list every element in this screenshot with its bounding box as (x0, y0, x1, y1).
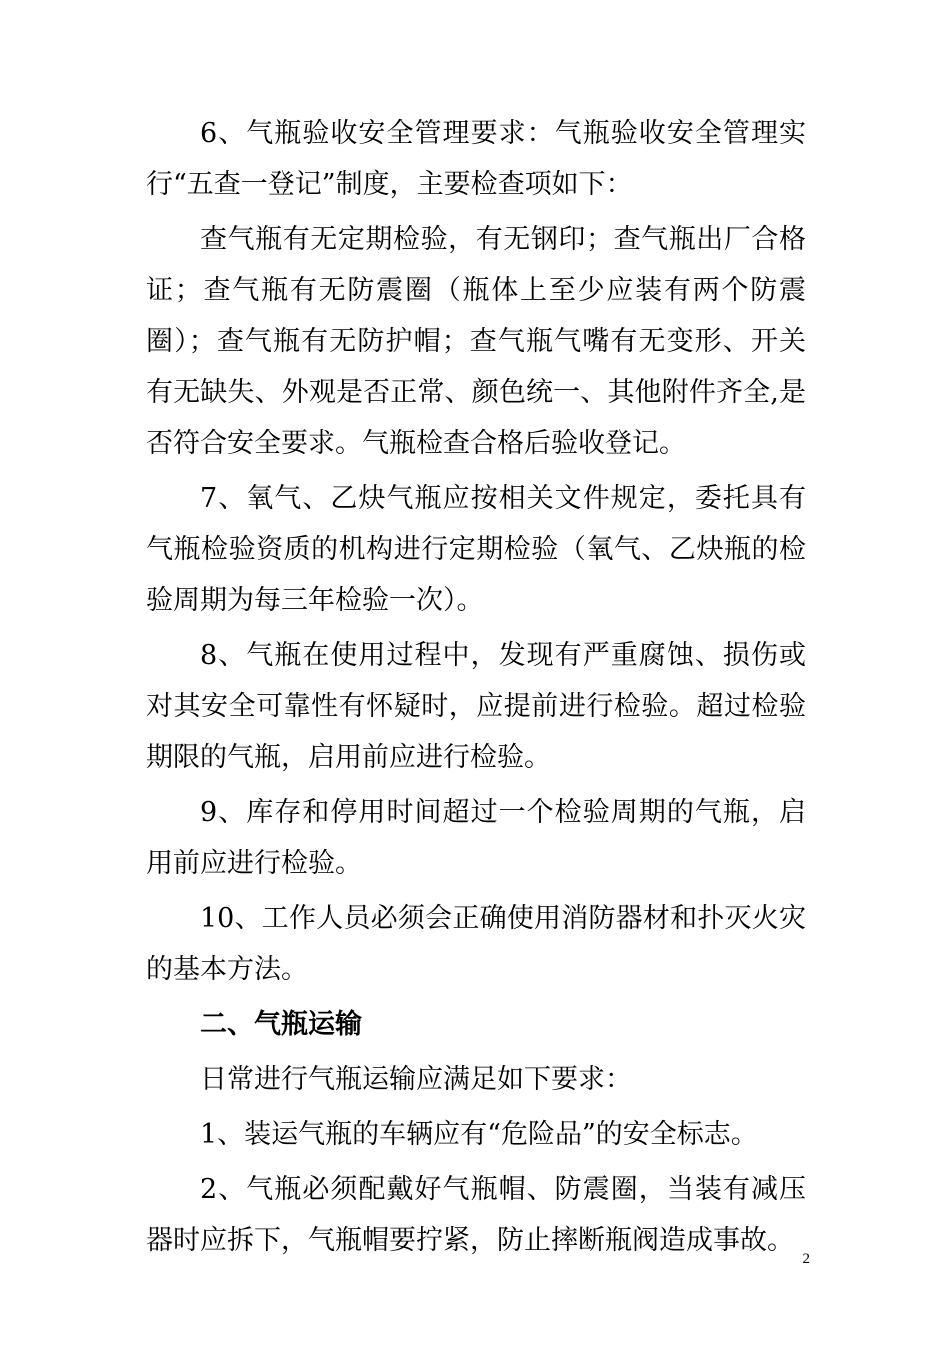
paragraph-periodic-inspection: 7、氧气、乙炔气瓶应按相关文件规定，委托具有气瓶检验资质的机构进行定期检验（氧气、乙炔瓶的检验周期为每三年检验一次）。 (146, 483, 806, 616)
paragraph-inspection-items: 查气瓶有无定期检验，有无钢印；查气瓶出厂合格证；查气瓶有无防震圈（瓶体上至少应装有两个防震圈）；查气瓶有无防护帽；查气瓶气嘴有无变形、开关有无缺失、外观是否正常、颜色统一、其他附件齐全,是否符合安全要求。气瓶检查合格后验收登记。 (146, 224, 806, 459)
paragraph-fire-equipment: 10、工作人员必须会正确使用消防器材和扑灭火灾的基本方法。 (146, 903, 806, 985)
paragraph-inspection-requirements: 6、气瓶验收安全管理要求：气瓶验收安全管理实行“五查一登记”制度，主要检查项如下： (146, 118, 806, 200)
page-number: 2 (802, 1251, 810, 1267)
paragraph-transport-intro: 日常进行气瓶运输应满足如下要求： (200, 1064, 632, 1095)
paragraph-storage-inspection: 9、库存和停用时间超过一个检验周期的气瓶，启用前应进行检验。 (146, 797, 806, 879)
paragraph-transport-caps: 2、气瓶必须配戴好气瓶帽、防震圈，当装有减压器时应拆下，气瓶帽要拧紧，防止摔断瓶阀造成事故。 (146, 1174, 806, 1256)
paragraph-transport-sign: 1、装运气瓶的车辆应有“危险品”的安全标志。 (200, 1119, 758, 1150)
section-heading-transport: 二、气瓶运输 (200, 1009, 362, 1040)
paragraph-early-inspection: 8、气瓶在使用过程中，发现有严重腐蚀、损伤或对其安全可靠性有怀疑时，应提前进行检验。超过检验期限的气瓶，启用前应进行检验。 (146, 640, 806, 773)
document-body (146, 108, 806, 1270)
